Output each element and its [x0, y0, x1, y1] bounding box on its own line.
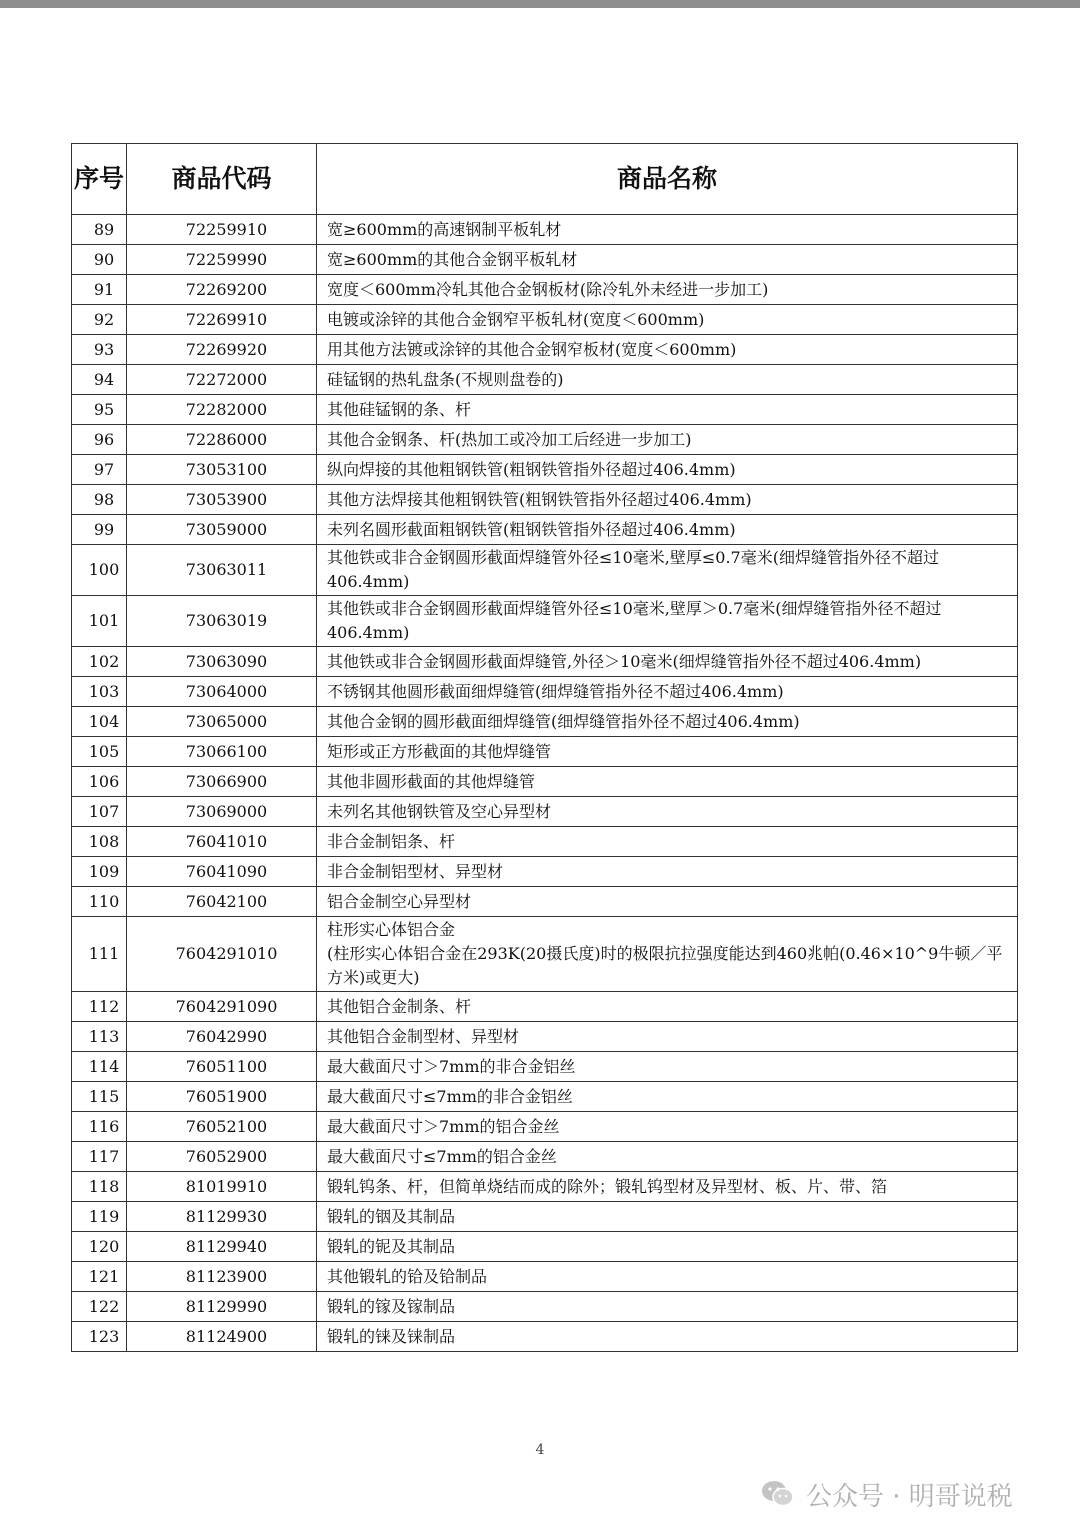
table-row [72, 1082, 1018, 1112]
table-row [72, 917, 1018, 992]
code-cell: 73066900 [127, 767, 317, 797]
seq-cell: 91 [72, 275, 127, 305]
code-cell: 72269200 [127, 275, 317, 305]
name-cell: 最大截面尺寸≤7mm的铝合金丝 [317, 1142, 1018, 1172]
header-seq: 序号 [72, 144, 127, 215]
table-row [72, 887, 1018, 917]
table-row [72, 1322, 1018, 1352]
seq-cell: 118 [72, 1172, 127, 1202]
name-cell: 其他铁或非合金钢圆形截面焊缝管外径≤10毫米,壁厚＞0.7毫米(细焊缝管指外径不超过406.4mm) [317, 596, 1018, 647]
watermark-text: 公众号 · 明哥说税 [806, 1481, 1013, 1512]
table-row [72, 1202, 1018, 1232]
seq-cell: 100 [72, 545, 127, 596]
name-cell: 其他合金钢条、杆(热加工或冷加工后经进一步加工) [317, 425, 1018, 455]
name-cell: 其他铁或非合金钢圆形截面焊缝管外径≤10毫米,壁厚≤0.7毫米(细焊缝管指外径不超过406.4mm) [317, 545, 1018, 596]
watermark [760, 1474, 1013, 1514]
code-cell: 72269910 [127, 305, 317, 335]
table-row [72, 275, 1018, 305]
seq-cell: 92 [72, 305, 127, 335]
seq-cell: 96 [72, 425, 127, 455]
seq-cell: 116 [72, 1112, 127, 1142]
code-cell: 72269920 [127, 335, 317, 365]
name-cell: 锻轧钨条、杆，但简单烧结而成的除外；锻轧钨型材及异型材、板、片、带、箔 [317, 1172, 1018, 1202]
seq-cell: 108 [72, 827, 127, 857]
code-cell: 76042100 [127, 887, 317, 917]
name-cell: 硅锰钢的热轧盘条(不规则盘卷的) [317, 365, 1018, 395]
seq-cell: 97 [72, 455, 127, 485]
name-cell: 宽≥600mm的高速钢制平板轧材 [317, 215, 1018, 245]
seq-cell: 119 [72, 1202, 127, 1232]
seq-cell: 112 [72, 992, 127, 1022]
top-border-bar [0, 0, 1080, 8]
name-cell: 其他方法焊接其他粗钢铁管(粗钢铁管指外径超过406.4mm) [317, 485, 1018, 515]
name-cell: 其他硅锰钢的条、杆 [317, 395, 1018, 425]
seq-cell: 103 [72, 677, 127, 707]
wechat-icon [760, 1479, 796, 1509]
code-cell: 73065000 [127, 707, 317, 737]
code-cell: 73066100 [127, 737, 317, 767]
seq-cell: 114 [72, 1052, 127, 1082]
seq-cell: 95 [72, 395, 127, 425]
name-cell: 其他锻轧的铪及铪制品 [317, 1262, 1018, 1292]
table-row [72, 797, 1018, 827]
name-cell: 铝合金制空心异型材 [317, 887, 1018, 917]
table-row [72, 305, 1018, 335]
name-cell: 其他铁或非合金钢圆形截面焊缝管,外径＞10毫米(细焊缝管指外径不超过406.4mm) [317, 647, 1018, 677]
code-cell: 81129930 [127, 1202, 317, 1232]
seq-cell: 110 [72, 887, 127, 917]
table-row [72, 1232, 1018, 1262]
name-cell: 非合金制铝型材、异型材 [317, 857, 1018, 887]
code-cell: 76052900 [127, 1142, 317, 1172]
table-body [72, 215, 1018, 1352]
name-cell: 宽度＜600mm冷轧其他合金钢板材(除冷轧外未经进一步加工) [317, 275, 1018, 305]
table-row [72, 992, 1018, 1022]
name-cell: 其他非圆形截面的其他焊缝管 [317, 767, 1018, 797]
code-cell: 76042990 [127, 1022, 317, 1052]
code-cell: 72272000 [127, 365, 317, 395]
seq-cell: 117 [72, 1142, 127, 1172]
code-cell: 76051100 [127, 1052, 317, 1082]
name-cell: 其他合金钢的圆形截面细焊缝管(细焊缝管指外径不超过406.4mm) [317, 707, 1018, 737]
code-cell: 72259910 [127, 215, 317, 245]
seq-cell: 109 [72, 857, 127, 887]
seq-cell: 105 [72, 737, 127, 767]
name-cell: 电镀或涂锌的其他合金钢窄平板轧材(宽度＜600mm) [317, 305, 1018, 335]
name-cell: 未列名其他钢铁管及空心异型材 [317, 797, 1018, 827]
name-cell: 锻轧的铼及铼制品 [317, 1322, 1018, 1352]
table-row [72, 827, 1018, 857]
seq-cell: 99 [72, 515, 127, 545]
code-cell: 7604291090 [127, 992, 317, 1022]
seq-cell: 93 [72, 335, 127, 365]
seq-cell: 102 [72, 647, 127, 677]
name-cell: 非合金制铝条、杆 [317, 827, 1018, 857]
code-cell: 76052100 [127, 1112, 317, 1142]
table-row [72, 737, 1018, 767]
table-row [72, 365, 1018, 395]
table-header-row [72, 144, 1018, 215]
seq-cell: 115 [72, 1082, 127, 1112]
page-number: 4 [535, 1442, 545, 1458]
name-cell: 其他铝合金制型材、异型材 [317, 1022, 1018, 1052]
name-cell: 锻轧的铟及其制品 [317, 1202, 1018, 1232]
seq-cell: 113 [72, 1022, 127, 1052]
code-cell: 73063090 [127, 647, 317, 677]
name-cell: 锻轧的铌及其制品 [317, 1232, 1018, 1262]
code-cell: 72282000 [127, 395, 317, 425]
code-cell: 73053100 [127, 455, 317, 485]
code-cell: 73053900 [127, 485, 317, 515]
code-cell: 73069000 [127, 797, 317, 827]
name-cell: 用其他方法镀或涂锌的其他合金钢窄板材(宽度＜600mm) [317, 335, 1018, 365]
code-cell: 76041090 [127, 857, 317, 887]
table-row [72, 647, 1018, 677]
table-row [72, 425, 1018, 455]
code-cell: 76051900 [127, 1082, 317, 1112]
name-cell: 矩形或正方形截面的其他焊缝管 [317, 737, 1018, 767]
code-cell: 81129940 [127, 1232, 317, 1262]
seq-cell: 122 [72, 1292, 127, 1322]
seq-cell: 123 [72, 1322, 127, 1352]
code-cell: 72286000 [127, 425, 317, 455]
table-row [72, 1022, 1018, 1052]
seq-cell: 111 [72, 917, 127, 992]
table-row [72, 1262, 1018, 1292]
seq-cell: 107 [72, 797, 127, 827]
header-name: 商品名称 [317, 144, 1018, 215]
table-row [72, 245, 1018, 275]
table-row [72, 395, 1018, 425]
code-cell: 7604291010 [127, 917, 317, 992]
name-cell: 最大截面尺寸≤7mm的非合金铝丝 [317, 1082, 1018, 1112]
code-cell: 81123900 [127, 1262, 317, 1292]
table-row [72, 545, 1018, 596]
table-row [72, 1292, 1018, 1322]
table-row [72, 515, 1018, 545]
table-row [72, 707, 1018, 737]
code-cell: 73059000 [127, 515, 317, 545]
code-cell: 73063011 [127, 545, 317, 596]
code-cell: 81124900 [127, 1322, 317, 1352]
name-cell: 未列名圆形截面粗钢铁管(粗钢铁管指外径超过406.4mm) [317, 515, 1018, 545]
code-cell: 76041010 [127, 827, 317, 857]
code-cell: 73064000 [127, 677, 317, 707]
table-row [72, 857, 1018, 887]
seq-cell: 89 [72, 215, 127, 245]
name-cell: 最大截面尺寸＞7mm的非合金铝丝 [317, 1052, 1018, 1082]
seq-cell: 101 [72, 596, 127, 647]
name-cell: 柱形实心体铝合金 (柱形实心体铝合金在293K(20摄氏度)时的极限抗拉强度能达到460兆帕(0.46×10^9牛顿／平方米)或更大) [317, 917, 1018, 992]
seq-cell: 106 [72, 767, 127, 797]
seq-cell: 120 [72, 1232, 127, 1262]
table-row [72, 1112, 1018, 1142]
seq-cell: 94 [72, 365, 127, 395]
table-row [72, 677, 1018, 707]
code-cell: 81129990 [127, 1292, 317, 1322]
seq-cell: 104 [72, 707, 127, 737]
table-row [72, 335, 1018, 365]
commodity-table [71, 143, 1018, 1352]
seq-cell: 98 [72, 485, 127, 515]
table-row [72, 596, 1018, 647]
name-cell: 锻轧的镓及镓制品 [317, 1292, 1018, 1322]
code-cell: 81019910 [127, 1172, 317, 1202]
name-cell: 宽≥600mm的其他合金钢平板轧材 [317, 245, 1018, 275]
table-row [72, 455, 1018, 485]
name-cell: 纵向焊接的其他粗钢铁管(粗钢铁管指外径超过406.4mm) [317, 455, 1018, 485]
code-cell: 72259990 [127, 245, 317, 275]
name-cell: 最大截面尺寸＞7mm的铝合金丝 [317, 1112, 1018, 1142]
table-row [72, 1052, 1018, 1082]
table-row [72, 1172, 1018, 1202]
header-code: 商品代码 [127, 144, 317, 215]
table-row [72, 767, 1018, 797]
name-cell: 其他铝合金制条、杆 [317, 992, 1018, 1022]
name-cell: 不锈钢其他圆形截面细焊缝管(细焊缝管指外径不超过406.4mm) [317, 677, 1018, 707]
table-row [72, 1142, 1018, 1172]
table-row [72, 215, 1018, 245]
code-cell: 73063019 [127, 596, 317, 647]
seq-cell: 90 [72, 245, 127, 275]
seq-cell: 121 [72, 1262, 127, 1292]
table-row [72, 485, 1018, 515]
